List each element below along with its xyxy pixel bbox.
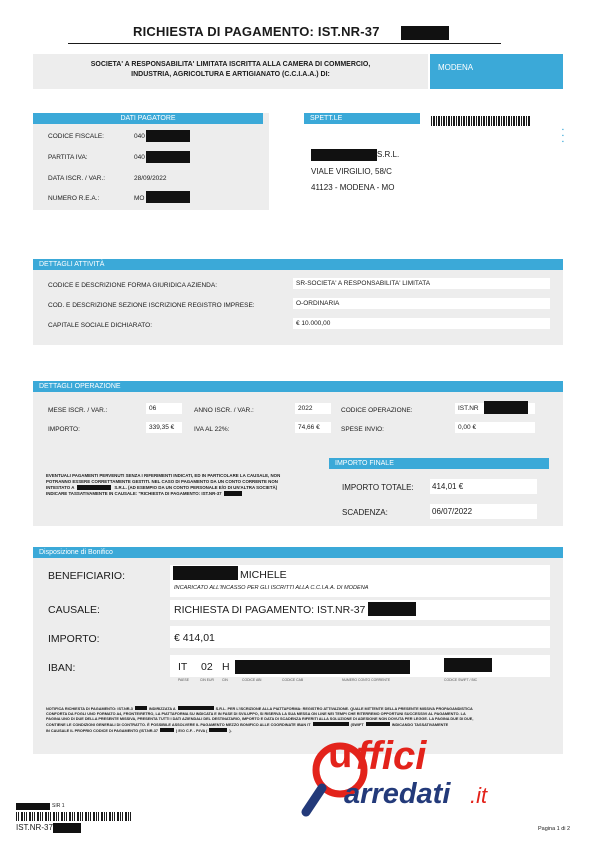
- redaction: [146, 130, 190, 142]
- legal-form-value: SR-SOCIETA' A RESPONSABILITA' LIMITATA: [293, 278, 550, 289]
- beneficiary-value: MICHELE: [240, 569, 287, 581]
- operation-section-title: DETTAGLI OPERAZIONE: [33, 381, 563, 392]
- shipping-label: SPESE INVIO:: [341, 426, 384, 433]
- addressee-section-title: SPETT.LE: [304, 113, 420, 124]
- postal-barcode: [431, 116, 530, 126]
- notice-line-3: INTESTATO A S.R.L. (AD ESEMPIO DA UN CONTO PERSONALE E/O DI UN'ALTRA SOCIETÀ): [46, 485, 278, 490]
- beneficiary-label: BENEFICIARIO:: [48, 570, 126, 582]
- amount-label: IMPORTO:: [48, 426, 80, 433]
- causale-label: CAUSALE:: [48, 604, 100, 616]
- registration-date-label: DATA ISCR. / VAR.:: [48, 175, 106, 182]
- footer-ref: IST.NR-37: [16, 823, 53, 832]
- month-value: 06: [146, 403, 182, 414]
- total-value: 414,01 €: [430, 479, 537, 494]
- city-badge-label: MODENA: [438, 63, 474, 72]
- redaction: [146, 151, 190, 163]
- page-number: Pagina 1 di 2: [538, 826, 571, 832]
- operation-code-value: IST.NR: [455, 403, 535, 414]
- redaction: [311, 149, 377, 161]
- vat-label: IVA AL 22%:: [194, 426, 230, 433]
- payment-notice: [46, 473, 322, 497]
- share-capital-value: € 10.000,00: [293, 318, 550, 329]
- addressee-city: 41123 - MODENA - MO: [311, 183, 395, 192]
- shipping-value: 0,00 €: [455, 422, 535, 433]
- causale-value: RICHIESTA DI PAGAMENTO: IST.NR-37: [174, 604, 366, 616]
- beneficiary-note: INCARICATO ALL'INCASSO PER GLI ISCRITTI ALLA C.C.I.A.A. DI MODENA: [174, 585, 369, 591]
- redaction: [173, 566, 238, 580]
- registry-section-value: O-ORDINARIA: [293, 298, 550, 309]
- transfer-section-title: Disposizione di Bonifico: [33, 547, 563, 558]
- payer-section-title: DATI PAGATORE: [33, 113, 263, 124]
- rea-number-value: MO: [134, 195, 145, 202]
- legal-notice-line-2: CONFORTA DA FOGLI UNO FORMATO A4, FRONTE/RETRO, LA PIATTAFORMA SU INDICATA E IN FASE DI SVILUPPO, SI RISERVA LA SUA MESSA ON LINE NEI TEMPI CHE RITERREMO OPPORTUNI SUCCESSIVI AL PAGAMENTO. LA: [46, 712, 466, 716]
- legal-form-label: CODICE E DESCRIZIONE FORMA GIURIDICA AZIENDA:: [48, 282, 218, 289]
- total-label: IMPORTO TOTALE:: [342, 483, 414, 492]
- notice-line-4: INDICARE TASSATIVAMENTE IN CAUSALE: "RICHIESTA DI PAGAMENTO: IST.NR-37: [46, 491, 322, 497]
- redaction: [484, 401, 528, 414]
- operation-code-label: CODICE OPERAZIONE:: [341, 407, 413, 414]
- city-badge: [430, 54, 563, 89]
- company-line-1: SOCIETA' A RESPONSABILITA' LIMITATA ISCRITTA ALLA CAMERA DI COMMERCIO,: [90, 61, 371, 68]
- activity-section-title: DETTAGLI ATTIVITÀ: [33, 259, 563, 270]
- transfer-amount-value: € 414,01: [174, 632, 215, 644]
- rea-number-label: NUMERO R.E.A.:: [48, 195, 100, 202]
- brand-logo: [300, 728, 510, 820]
- final-amount-title: IMPORTO FINALE: [329, 458, 549, 469]
- legal-notice-line-4: CONTIENE LE CONDIZIONI GENERALI DI CONTRATTO. È POSSIBILE ASSOLVERE IL PAGAMENTO MEZZO BONIFICO ALLE COORDINATE IBAN IT (SWIFT INDICANDO TASSATIVAMENTE: [46, 723, 449, 727]
- iban-captions: [170, 678, 550, 684]
- share-capital-label: CAPITALE SOCIALE DICHIARATO:: [48, 322, 153, 329]
- notice-line-2: POTRANNO ESSERE CORRETTAMENTE GESTITI. NEL CASO DI PAGAMENTO DA UN CONTO CORRENTE NON: [46, 479, 278, 484]
- company-banner: [33, 54, 428, 89]
- side-marks: ▪ ▪ ▪: [562, 127, 564, 145]
- tax-code-label: CODICE FISCALE:: [48, 133, 104, 140]
- iban-cin: H: [222, 661, 230, 673]
- redaction: [401, 26, 449, 40]
- redaction: [444, 658, 492, 672]
- vat-number-label: PARTITA IVA:: [48, 154, 88, 161]
- tax-code-value: 040: [134, 133, 145, 140]
- redaction: [16, 803, 50, 810]
- iban-caption: CIN EUR: [200, 678, 214, 682]
- title-underline: [68, 43, 501, 44]
- iban-check-digits: 02: [201, 661, 213, 673]
- year-value: 2022: [295, 403, 331, 414]
- amount-value: 339,35 €: [146, 422, 182, 433]
- due-date-value: 06/07/2022: [430, 504, 537, 519]
- iban-caption: PAESE: [178, 678, 190, 682]
- addressee-street: VIALE VIRGILIO, 58/C: [311, 167, 392, 176]
- registration-date-value: 28/09/2022: [134, 175, 167, 182]
- iban-caption: CODICE CAB: [282, 678, 304, 682]
- iban-caption: CIN: [222, 678, 228, 682]
- footer-barcode: [16, 812, 132, 821]
- addressee-name-suffix: S.R.L.: [377, 150, 400, 159]
- vat-number-value: 040: [134, 154, 145, 161]
- logo-letter-u: u: [328, 732, 353, 776]
- legal-notice-line-1: NOTIFICA RICHIESTA DI PAGAMENTO: IST.NR-3 INDIRIZZATA A S.R.L. PER L'ISCRIZIONE ALLA PIATTAFORMA: REGISTRO ATTIVAZIONE. QUALE MITTENTE DELLA PRESENTE MISSIVA PROPAGANDISTICA: [46, 707, 473, 711]
- due-date-label: SCADENZA:: [342, 508, 388, 517]
- transfer-amount-box: [170, 626, 550, 648]
- redaction: [53, 823, 81, 833]
- registry-section-label: COD. E DESCRIZIONE SEZIONE ISCRIZIONE REGISTRO IMPRESE:: [48, 302, 255, 309]
- transfer-amount-label: IMPORTO:: [48, 633, 100, 645]
- legal-notice-line-3: PAGINA UNO DI DUE DELLA PRESENTE MISSIVA, PRESENTA TUTTI I DATI AZIENDALI DEL DESTINATARIO, IMPORTO E DATA DI SCADENZA RIFERITI ALLA SOLUZIONE DI ADESIONE NON DOVUTA PER LEGGE. LA PAGINA DUE DI DUE,: [46, 717, 474, 721]
- footer-small-ref: SIR 1: [52, 803, 65, 809]
- iban-country: IT: [178, 661, 188, 673]
- redaction: [235, 660, 410, 674]
- vat-value: 74,66 €: [295, 422, 331, 433]
- company-line-2: INDUSTRIA, AGRICOLTURA E ARTIGIANATO (C.C.I.A.A.) DI:: [131, 71, 330, 78]
- redaction: [146, 191, 190, 203]
- iban-caption: CODICE ABI: [242, 678, 262, 682]
- legal-notice-line-5: IN CAUSALE IL PROPRIO CODICE DI PAGAMENTO (IST.NR-37 ) E/O C.F. - P.IVA ( ).: [46, 729, 232, 733]
- redaction: [368, 602, 416, 616]
- logo-word-ffici: ffici: [356, 734, 427, 778]
- iban-label: IBAN:: [48, 662, 76, 674]
- logo-tld: .it: [470, 783, 488, 808]
- year-label: ANNO ISCR. / VAR.:: [194, 407, 254, 414]
- page-title: RICHIESTA DI PAGAMENTO: IST.NR-37: [133, 24, 380, 39]
- logo-word-arredati: arredati: [344, 778, 451, 810]
- notice-line-1: EVENTUALI PAGAMENTI PERVENUTI SENZA I RIFERIMENTI INDICATI, ED IN PARTICOLARE LA CAUSALE, NON: [46, 473, 281, 478]
- month-label: MESE ISCR. / VAR.:: [48, 407, 108, 414]
- iban-caption: CODICE SWIFT / BIC: [444, 678, 478, 682]
- iban-caption: NUMERO CONTO CORRENTE: [342, 678, 391, 682]
